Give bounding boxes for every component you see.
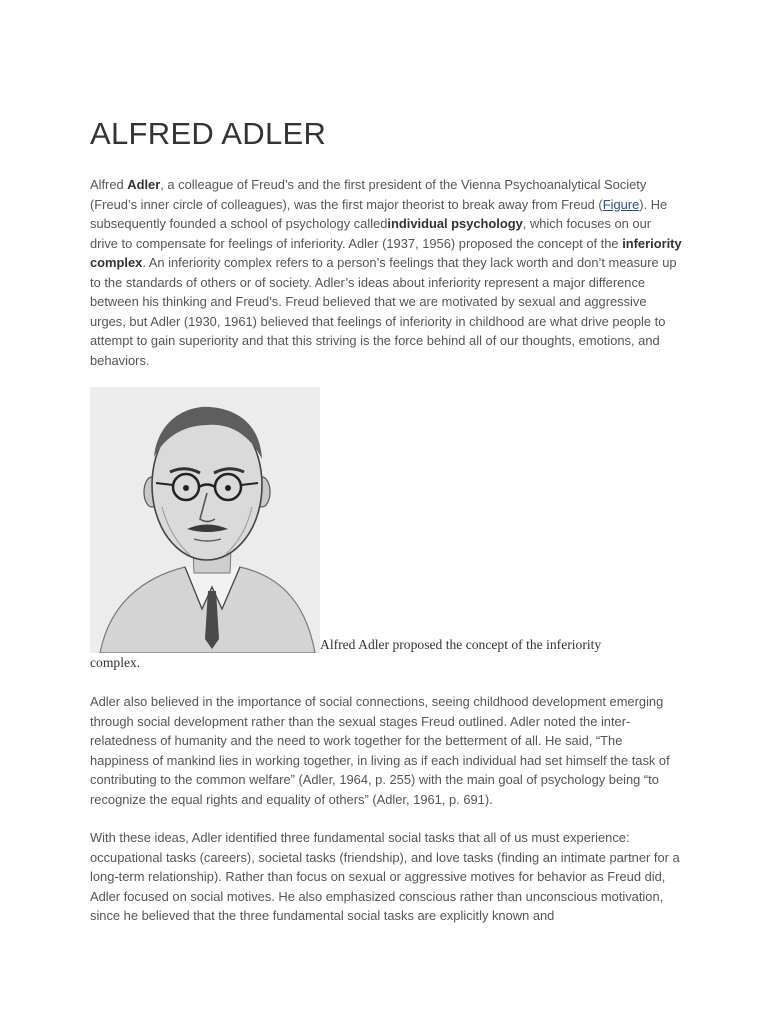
- body-paragraph-social: Adler also believed in the importance of social connections, seeing childhood development emerging through social development rather than the sexual stages Freud outlined. Adler noted the inter-relatedness of humanity and the need to work together for the betterment of all. He said, “The happiness of mankind lies in working together, in living as if each individual had set himself the task of contributing to the common welfare” (Adler, 1964, p. 255) with the main goal of psychology being “to recognize the equal rights and equality of others” (Adler, 1961, p. 691).: [90, 694, 670, 807]
- portrait-sketch: [90, 387, 320, 653]
- intro-text: ). He subsequently founded a school of psychology called: [90, 196, 668, 231]
- adler-portrait-image: [90, 387, 320, 653]
- figure-link[interactable]: Figure: [602, 196, 640, 212]
- intro-text: , which focuses on our drive to compensate for feelings of inferiority. Adler (1937, 1956) proposed the concept of the: [90, 216, 652, 251]
- figure-caption: Alfred Adler proposed the concept of the inferiority complex.: [90, 637, 602, 670]
- bold-term-individual-psychology: individual psychology: [387, 216, 523, 231]
- body-paragraph-tasks: With these ideas, Adler identified three fundamental social tasks that all of us must experience: occupational tasks (careers), societal tasks (friendship), and love tasks (finding an intimate partner for a long-term relationship). Rather than focus on sexual or aggressive motives for behavior as Freud did, Adler focused on social motives. He also emphasized conscious rather than unconscious motivation, since he believed that the three fundamental social tasks are explicitly known and: [90, 830, 680, 923]
- bold-term-adler: Adler: [127, 177, 161, 192]
- intro-paragraph: [90, 175, 682, 370]
- intro-text: . An inferiority complex refers to a person’s feelings that they lack worth and don’t measure up to the standards of others or of society. Adler’s ideas about inferiority represent a major difference between his thinking and Freud’s. Freud believed that we are motivated by sexual and aggressive urges, but Adler (1930, 1961) believed that feelings of inferiority in childhood are what drive people to attempt to gain superiority and that this striving is the force behind all of our thoughts, emotions, and behaviors.: [90, 255, 677, 368]
- bold-term-inferiority-complex: inferiority complex: [90, 235, 682, 270]
- intro-text: , a colleague of Freud’s and the first president of the Vienna Psychoanalytical Society (Freud’s inner circle of colleagues), was the first major theorist to break away from Freud (: [90, 177, 647, 212]
- intro-text: Alfred: [90, 177, 128, 192]
- page-title: ALFRED ADLER: [90, 116, 327, 151]
